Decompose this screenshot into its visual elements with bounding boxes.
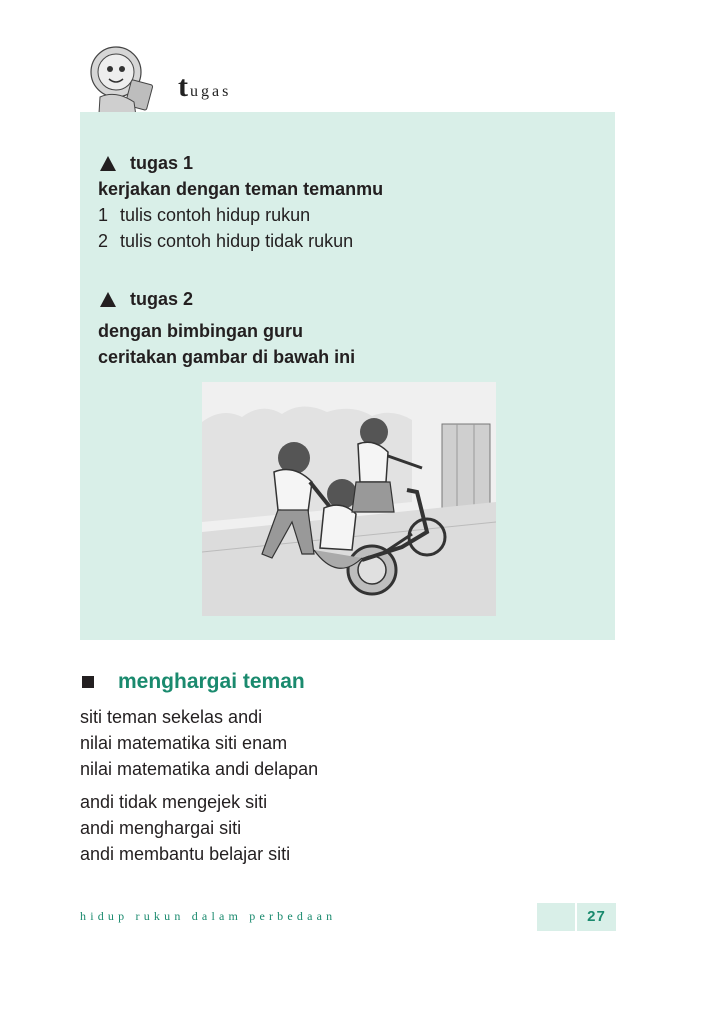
section-heading-text: menghargai teman: [118, 670, 305, 693]
list-item: [98, 202, 383, 228]
list-text: tulis contoh hidup rukun: [120, 205, 311, 225]
task-2-line: ceritakan gambar di bawah ini: [98, 347, 356, 367]
title-rest: ugas: [190, 83, 232, 100]
footer-book-title: hidup rukun dalam perbedaan: [80, 909, 337, 923]
page-number: 27: [577, 903, 616, 931]
list-item: [98, 228, 383, 254]
task-2: [98, 286, 355, 370]
triangle-bullet-icon: [100, 156, 116, 171]
task-2-heading: [98, 286, 355, 312]
title-initial: t: [178, 70, 188, 103]
footer-decoration: [537, 903, 575, 931]
text-line: siti teman sekelas andi: [80, 707, 263, 727]
task-1-instruction: kerjakan dengan teman temanmu: [98, 179, 384, 199]
text-line: andi menghargai siti: [80, 818, 242, 838]
square-bullet-icon: [82, 676, 94, 688]
paragraph: [80, 704, 640, 782]
task-1-heading: [98, 150, 383, 176]
task-1-heading-text: tugas 1: [130, 153, 194, 173]
list-text: tulis contoh hidup tidak rukun: [120, 231, 354, 251]
task-2-heading-text: tugas 2: [130, 289, 194, 309]
text-line: nilai matematika siti enam: [80, 733, 288, 753]
list-number: 2: [98, 231, 109, 251]
paragraph: [80, 789, 640, 867]
task-1: [98, 150, 383, 254]
text-line: andi tidak mengejek siti: [80, 792, 268, 812]
task-2-line: dengan bimbingan guru: [98, 321, 303, 341]
menghargai-teman-section: [80, 668, 640, 867]
page-title: [178, 70, 231, 104]
text-line: nilai matematika andi delapan: [80, 759, 319, 779]
text-line: andi membantu belajar siti: [80, 844, 291, 864]
triangle-bullet-icon: [100, 292, 116, 307]
list-number: 1: [98, 205, 109, 225]
section-heading: [80, 668, 640, 696]
children-bicycle-illustration: [202, 382, 496, 616]
